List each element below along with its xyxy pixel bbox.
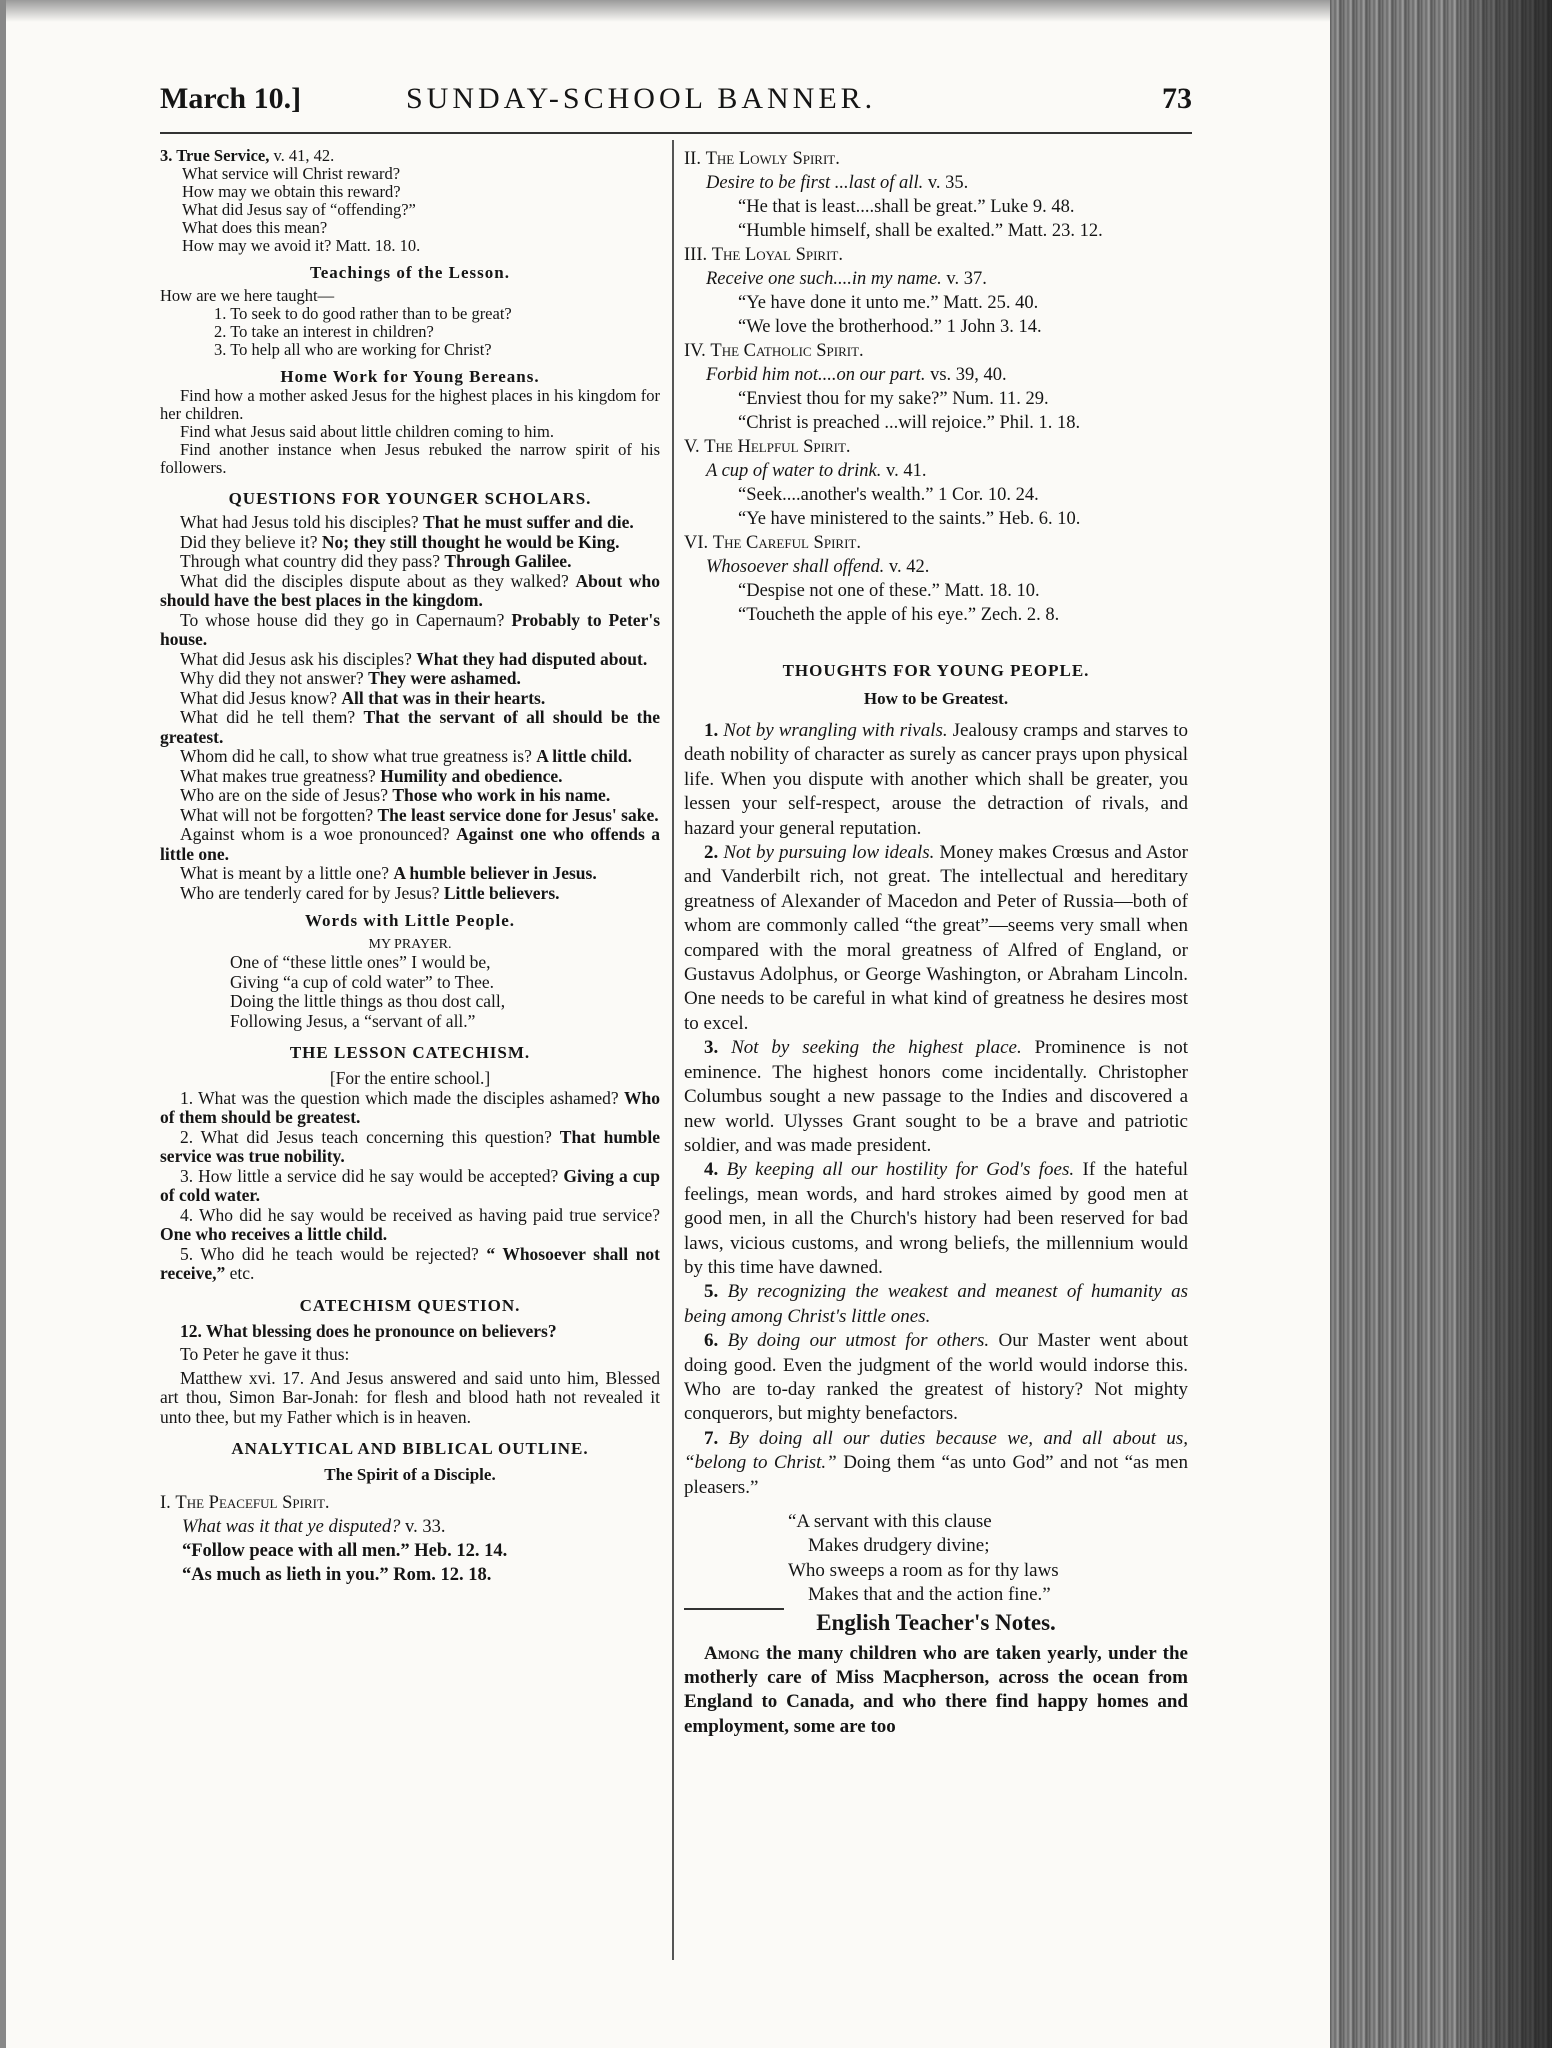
true-service-q4: What does this mean? [182,218,328,237]
page-number: 73 [1162,82,1192,115]
catechism-item: 2. What did Jesus teach concerning this question? That humble service was true nobility. [160,1126,660,1166]
english-notes-heading: English Teacher's Notes. [816,1609,1056,1635]
thoughts-heading: THOUGHTS FOR YOUNG PEOPLE. [782,661,1090,680]
outline-item: III. The Loyal Spirit. [684,245,843,265]
qa-item: Did they believe it? No; they still thought he would be King. [180,531,620,552]
qa-item: What did the disciples dispute about as they walked? About who should have the best places in the kingdom. [160,570,660,610]
left-page-edge [0,0,6,2048]
thought-point: 1. Not by wrangling with rivals. Jealousy cramps and starves to death nobility of character as surely as cancer prays upon physical life. When you dispute with another which shall be greater, you lessen your self-respect, arouse the detraction of rivals, and hazard your general reputation. [684,720,1188,839]
catechism-item: 1. What was the question which made the disciples ashamed? Who of them should be greatest. [160,1087,660,1127]
outline-item: V. The Helpful Spirit. [684,437,851,457]
thoughts-poem [684,1510,1188,1608]
true-service-q1: What service will Christ reward? [182,164,401,183]
teaching-item-1: 1. To seek to do good rather than to be great? [214,304,512,323]
thought-point: 6. By doing our utmost for others. Our Master went about doing good. Even the judgment of the world would indorse this. Who are to-day ranked the greatest of history? Not mighty conquerors, but mighty benefactors. [684,1330,1188,1425]
qa-item: Who are tenderly cared for by Jesus? Little believers. [180,882,560,903]
catechism-heading: THE LESSON CATECHISM. [289,1043,531,1062]
true-service-section [160,147,660,255]
outline-item: II. The Lowly Spirit. [684,149,840,169]
outline-item: VI. The Careful Spirit. [684,533,861,553]
qa-item: What makes true greatness? Humility and obedience. [180,765,563,786]
qa-item: What had Jesus told his disciples? That he must suffer and die. [180,512,634,532]
prayer-line: Doing the little things as thou dost call, [230,991,506,1011]
poem-line: Who sweeps a room as for thy laws [788,1559,1059,1581]
right-column [684,147,1188,1739]
prayer-poem [160,953,660,1031]
outline-heading: ANALYTICAL AND BIBLICAL OUTLINE. [231,1439,589,1458]
qa-item: What did Jesus ask his disciples? What they had disputed about. [180,648,648,669]
catechism-item: 4. Who did he say would be received as having paid true service? One who receives a little child. [160,1204,660,1244]
qa-item: Who are on the side of Jesus? Those who work in his name. [180,785,611,805]
qa-item: What did he tell them? That the servant of all should be the greatest. [160,707,661,747]
catechism-question-text: 12. What blessing does he pronounce on believers? [180,1320,557,1341]
teaching-item-2: 2. To take an interest in children? [214,322,434,341]
little-people-heading: Words with Little People. [304,911,516,930]
left-column [160,147,660,1587]
home-work-para-3: Find another instance when Jesus rebuked the narrow spirit of his followers. [160,440,660,477]
home-work-heading: Home Work for Young Bereans. [280,367,540,386]
catechism-subtitle: [For the entire school.] [329,1068,491,1088]
teaching-item-3: 3. To help all who are working for Christ? [214,340,492,359]
teachings-list [160,287,660,359]
column-rule [672,140,674,1960]
true-service-q5: How may we avoid it? Matt. 18. 10. [182,236,421,255]
running-header [160,82,1192,126]
qa-item: Through what country did they pass? Through Galilee. [180,551,572,571]
catechism-question-heading: CATECHISM QUESTION. [299,1295,521,1315]
thought-point: 5. By recognizing the weakest and meanest of humanity as being among Christ's little ones. [684,1281,1188,1327]
top-shadow [0,0,1330,22]
true-service-q3: What did Jesus say of “offending?” [182,200,416,219]
poem-line: “A servant with this clause [788,1511,992,1532]
english-notes-text: Among the many children who are taken yearly, under the motherly care of Miss Macpherson, across the ocean from England to Canada, and who there find happy homes and employment, some are too [684,1642,1188,1737]
true-service-title: 3. True Service, v. 41, 42. [160,146,335,165]
poem-line: Makes that and the action fine.” [808,1584,1051,1606]
younger-scholars-qa [160,513,660,903]
outline-subtitle: The Spirit of a Disciple. [324,1465,496,1484]
thoughts-points [684,719,1188,1500]
catechism-qa [160,1089,660,1284]
outline-item-1: I. The Peaceful Spirit. What was it that ye disputed? v. 33. “Follow peace with all men.” Heb. 12. 14. “As much as lieth in you.” Rom. 12. 18. [160,1493,508,1585]
qa-item: Why did they not answer? They were ashamed. [180,668,521,688]
qa-item: To whose house did they go in Capernaum? Probably to Peter's house. [160,609,661,649]
thought-point: 2. Not by pursuing low ideals. Money makes Crœsus and Astor and Vanderbilt rich, not great. The intellectual and hereditary greatness of Alexander of Macedon and Peter of Russia—both of whom are commonly called “the great”—seems very small when compared with the moral greatness of Alfred of England, or Gustavus Adolphus, or George Washington, or Abraham Lincoln. One needs to be careful in what kind of greatness he desires most to excel. [684,842,1188,1034]
outline-continued: II. The Lowly Spirit. Desire to be first ...last of all. v. 35. “He that is least....shall be great.” Luke 9. 48. “Humble himself, shall be exalted.” Matt. 23. 12. III. The Loyal Spirit. Receive one such....in my name. v. 37. “Ye have done it unto me.” Matt. 25. 40. “We love the brotherhood.” 1 John 3. 14. IV. The Catholic Spirit. Forbid him not....on our part. vs. 39, 40. “Enviest thou for my sake?” Num. 11. 29. “Christ is preached ...will rejoice.” Phil. 1. 18. V. The Helpful Spirit. A cup of water to drink. v. 41. “Seek....another's wealth.” 1 Cor. 10. 24. “Ye have ministered to the saints.” Heb. 6. 10. VI. The Careful Spirit. Whosoever shall offend. v. 42. “Despise not one of these.” Matt. 18. 10. “Toucheth the apple of his eye.” Zech. 2. 8. [684,147,1188,627]
teachings-intro: How are we here taught— [160,286,335,305]
catechism-item: 3. How little a service did he say would be accepted? Giving a cup of cold water. [160,1165,660,1205]
book-edge-shadow [1460,0,1552,2048]
home-work-para-2: Find what Jesus said about little children coming to him. [180,422,554,441]
qa-item: What did Jesus know? All that was in their hearts. [180,687,546,708]
qa-item: What will not be forgotten? The least service done for Jesus' sake. [180,804,659,825]
header-date: March 10.] [160,82,302,115]
poem-line: Makes drudgery divine; [808,1535,990,1557]
outline-item: IV. The Catholic Spirit. [684,341,864,361]
younger-scholars-heading: QUESTIONS FOR YOUNGER SCHOLARS. [228,489,592,508]
home-work-section [160,387,660,477]
true-service-q2: How may we obtain this reward? [182,182,401,201]
prayer-line: Following Jesus, a “servant of all.” [230,1010,476,1031]
home-work-para-1: Find how a mother asked Jesus for the highest places in his kingdom for her children. [160,386,660,423]
prayer-line: Giving “a cup of cold water” to Thee. [230,971,495,992]
thought-point: 3. Not by seeking the highest place. Prominence is not eminence. The highest honors come incidentally. Christopher Columbus sought a new passage to the Indies and discovered a new world. Ulysses Grant sought to be a brave and patriotic soldier, and was made president. [684,1037,1188,1156]
prayer-line: One of “these little ones” I would be, [230,952,491,972]
qa-item: Whom did he call, to show what true greatness is? A little child. [180,746,632,766]
catechism-item: 5. Who did he teach would be rejected? “ Whosoever shall not receive,” etc. [160,1243,660,1283]
header-rule [160,132,1192,134]
qa-item: What is meant by a little one? A humble believer in Jesus. [180,863,597,883]
catechism-question [160,1322,660,1428]
qa-item: Against whom is a woe pronounced? Against one who offends a little one. [160,824,660,864]
prayer-title: MY PRAYER. [368,937,452,952]
header-title: SUNDAY-SCHOOL BANNER. [406,82,877,115]
thought-point: 7. By doing all our duties because we, and all about us, “belong to Christ.” Doing them “as unto God” and not “as men pleasers.” [684,1427,1189,1498]
catechism-question-answer: Matthew xvi. 17. And Jesus answered and said unto him, Blessed art thou, Simon Bar-Jonah: for flesh and blood hath not revealed it unto thee, but my Father which is in heaven. [160,1367,660,1427]
thoughts-subtitle: How to be Greatest. [863,689,1009,708]
catechism-question-intro: To Peter he gave it thus: [180,1344,350,1364]
teachings-heading: Teachings of the Lesson. [309,263,510,282]
thought-point: 4. By keeping all our hostility for God's foes. If the hateful feelings, mean words, and hard strokes aimed by good men at good men, in all the Church's history had been reserved for bad laws, vicious customs, and wrong beliefs, the millennium would by this time have dawned. [684,1159,1189,1278]
